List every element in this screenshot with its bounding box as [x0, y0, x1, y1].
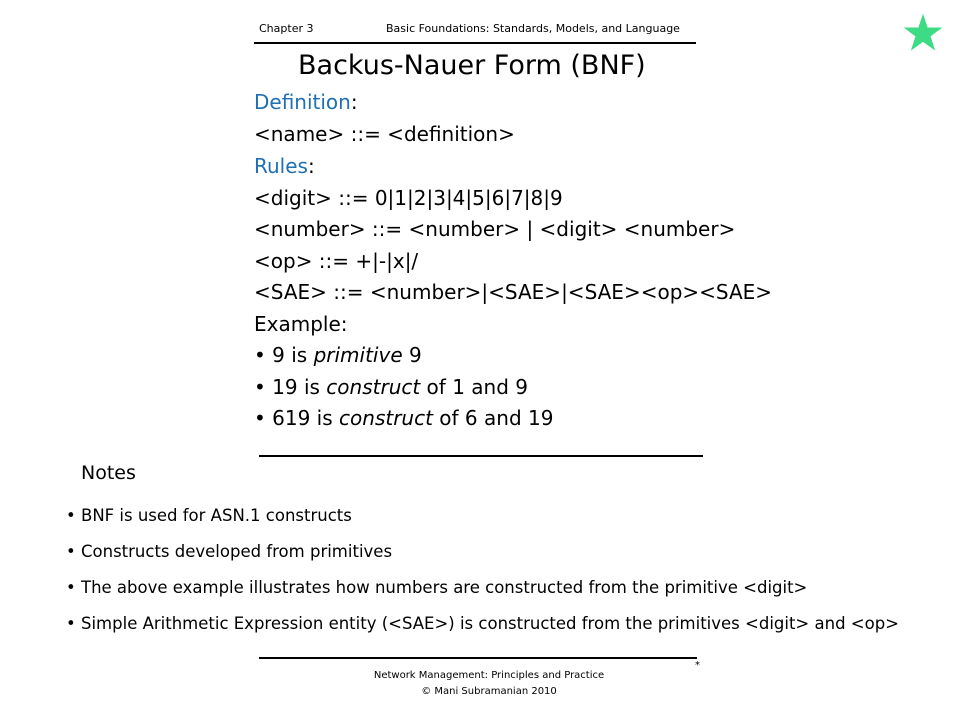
rule-sae: [254, 280, 772, 304]
example-item: [254, 375, 528, 399]
notes-heading: Notes: [81, 462, 136, 484]
example-item: [254, 406, 553, 430]
footer-line-2: © Mani Subramanian 2010: [421, 686, 557, 697]
example-pre: • 19 is: [254, 375, 327, 399]
definition-text: <name> ::= <definition>: [254, 122, 515, 146]
definition-label: Definition: [254, 90, 351, 114]
example-post: of 6 and 19: [432, 406, 554, 430]
rule-def: ::= 0|1|2|3|4|5|6|7|8|9: [331, 186, 563, 210]
rule-def: ::= <number>|<SAE>|<SAE><op><SAE>: [326, 280, 773, 304]
content-rule: [259, 455, 703, 457]
note-text: Constructs developed from primitives: [81, 542, 393, 561]
note-text: Simple Arithmetic Expression entity (<SAE>) is constructed from the primitives <digit> and <op>: [81, 614, 900, 633]
rule-digit: [254, 186, 563, 210]
example-pre: • 9 is: [254, 343, 314, 367]
rule-term: <digit>: [254, 186, 332, 210]
bullet: •: [66, 614, 76, 633]
rules-colon: :: [307, 154, 315, 178]
example-item: [254, 343, 422, 367]
footer-asterisk: *: [695, 660, 700, 671]
example-term: construct: [326, 375, 421, 399]
note-item: [66, 542, 392, 561]
header-rule: [254, 42, 696, 44]
note-item: [66, 614, 899, 633]
example-post: of 1 and 9: [420, 375, 528, 399]
definition-line: [254, 90, 358, 114]
bullet: •: [66, 578, 76, 597]
chapter-label: Chapter 3: [259, 22, 314, 35]
bullet: •: [66, 506, 76, 525]
note-text: BNF is used for ASN.1 constructs: [81, 506, 352, 525]
page-title: Backus-Nauer Form (BNF): [298, 50, 646, 81]
rule-def: ::= <number> | <digit> <number>: [365, 217, 736, 241]
note-text: The above example illustrates how numbers are constructed from the primitive <digit>: [81, 578, 808, 597]
star-icon: [902, 12, 944, 54]
rule-term: <op>: [254, 249, 313, 273]
rule-term: <SAE>: [254, 280, 327, 304]
rule-op: [254, 249, 418, 273]
example-label: Example:: [254, 312, 348, 336]
note-item: [66, 506, 352, 525]
example-pre: • 619 is: [254, 406, 340, 430]
rules-line: [254, 154, 315, 178]
rules-label: Rules: [254, 154, 308, 178]
section-title: Basic Foundations: Standards, Models, and Language: [386, 22, 680, 35]
note-item: [66, 578, 807, 597]
definition-colon: :: [350, 90, 358, 114]
footer-line-1: Network Management: Principles and Practice: [373, 670, 605, 681]
example-post: 9: [402, 343, 422, 367]
bullet: •: [66, 542, 76, 561]
rule-number: [254, 217, 735, 241]
example-term: construct: [339, 406, 433, 430]
footer-rule: [259, 657, 697, 659]
rule-def: ::= +|-|x|/: [312, 249, 419, 273]
rule-term: <number>: [254, 217, 366, 241]
example-term: primitive: [313, 343, 403, 367]
